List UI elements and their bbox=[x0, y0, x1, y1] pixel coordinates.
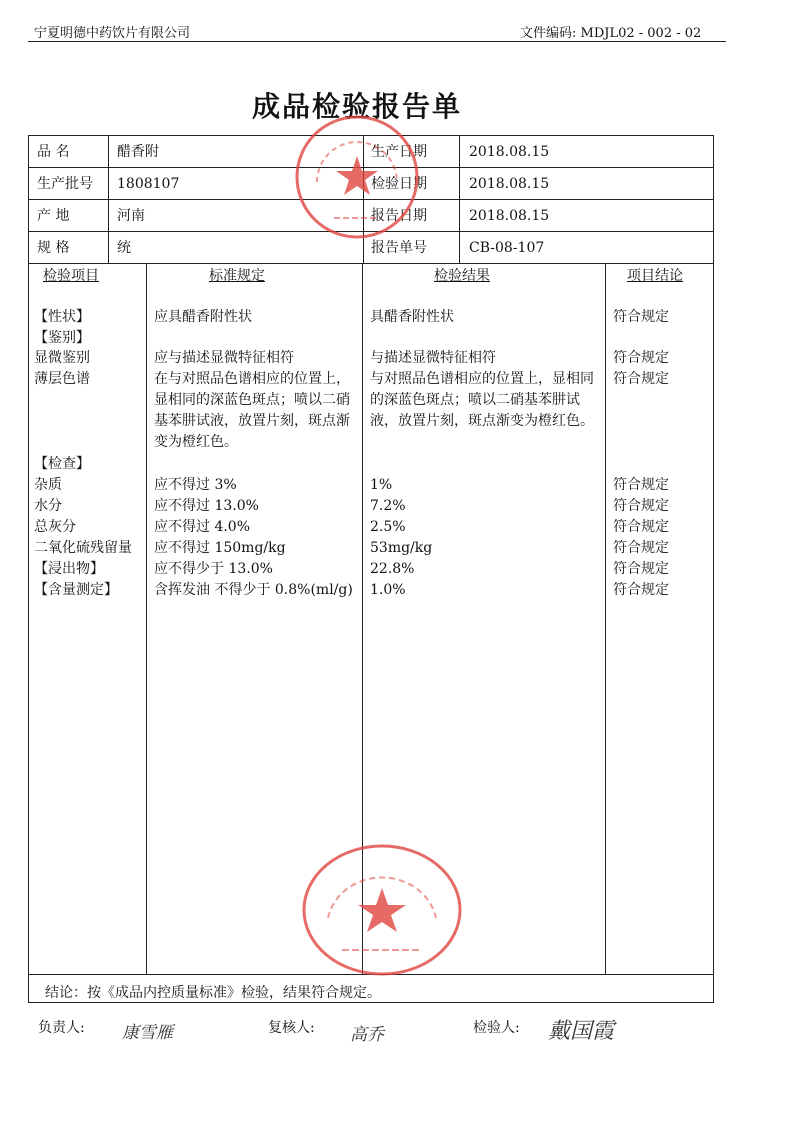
inspector-label: 检验人: bbox=[473, 1020, 520, 1036]
production-date-label: 生产日期 bbox=[371, 144, 427, 160]
row-result: 与描述显微特征相符 bbox=[370, 350, 496, 366]
origin-value: 河南 bbox=[117, 208, 145, 224]
row-item: 杂质 bbox=[34, 477, 62, 493]
row-conclusion: 符合规定 bbox=[613, 540, 669, 556]
name-label: 品 名 bbox=[37, 144, 70, 160]
row-item: 【鉴别】 bbox=[34, 330, 90, 346]
row-result: 与对照品色谱相应的位置上，显相同的深蓝色斑点；喷以二硝基苯肼试液，放置片刻，斑点渐变为橙红色。 bbox=[370, 371, 594, 429]
origin-label: 产 地 bbox=[37, 208, 70, 224]
row-item: 总灰分 bbox=[34, 519, 76, 535]
batch-value: 1808107 bbox=[117, 176, 180, 192]
row-item: 显微鉴别 bbox=[34, 350, 90, 366]
test-date-label: 检验日期 bbox=[371, 176, 427, 192]
row-item: 水分 bbox=[34, 498, 62, 514]
row-divider bbox=[29, 263, 713, 264]
report-number-label: 报告单号 bbox=[371, 240, 427, 256]
company-name: 宁夏明德中药饮片有限公司 bbox=[34, 26, 191, 41]
inspection-seal-stamp bbox=[300, 838, 465, 978]
row-item: 二氧化硫残留量 bbox=[34, 540, 132, 556]
spec-value: 统 bbox=[117, 240, 131, 256]
page-title: 成品检验报告单 bbox=[252, 90, 463, 123]
batch-label: 生产批号 bbox=[37, 176, 93, 192]
row-result: 1% bbox=[370, 477, 393, 493]
row-item: 【性状】 bbox=[34, 309, 90, 325]
report-number-value: CB-08-107 bbox=[469, 240, 545, 256]
row-conclusion: 符合规定 bbox=[613, 582, 669, 598]
row-conclusion: 符合规定 bbox=[613, 519, 669, 535]
row-result: 2.5% bbox=[370, 519, 406, 535]
row-standard: 含挥发油 不得少于 0.8%(ml/g) bbox=[154, 582, 353, 598]
col-divider bbox=[108, 136, 109, 263]
header-divider bbox=[28, 41, 726, 42]
responsible-label: 负责人: bbox=[38, 1020, 85, 1036]
row-conclusion: 符合规定 bbox=[613, 477, 669, 493]
row-result: 具醋香附性状 bbox=[370, 309, 454, 325]
column-header-item: 检验项目 bbox=[43, 268, 99, 284]
column-header-conclusion: 项目结论 bbox=[627, 268, 683, 284]
col-divider bbox=[459, 136, 460, 263]
inspector-signature: 戴国霞 bbox=[548, 1019, 615, 1044]
row-item: 【含量测定】 bbox=[34, 582, 118, 598]
row-result: 22.8% bbox=[370, 561, 415, 577]
column-header-result: 检验结果 bbox=[434, 268, 490, 284]
name-value: 醋香附 bbox=[117, 144, 159, 160]
row-conclusion: 符合规定 bbox=[613, 309, 669, 325]
quality-department-stamp bbox=[292, 112, 422, 242]
row-standard: 应不得过 4.0% bbox=[154, 519, 251, 535]
row-item: 【检查】 bbox=[34, 456, 90, 472]
row-standard: 应不得过 150mg/kg bbox=[154, 540, 286, 556]
reviewer-label: 复核人: bbox=[268, 1020, 315, 1036]
conclusion-text: 结论：按《成品内控质量标准》检验，结果符合规定。 bbox=[45, 985, 381, 1001]
row-item: 薄层色谱 bbox=[34, 371, 90, 387]
row-standard: 应不得少于 13.0% bbox=[154, 561, 273, 577]
row-conclusion: 符合规定 bbox=[613, 371, 669, 387]
spec-label: 规 格 bbox=[37, 240, 70, 256]
row-result: 1.0% bbox=[370, 582, 406, 598]
responsible-signature: 康雪雁 bbox=[122, 1023, 173, 1043]
row-conclusion: 符合规定 bbox=[613, 350, 669, 366]
row-conclusion: 符合规定 bbox=[613, 561, 669, 577]
row-standard: 在与对照品色谱相应的位置上，显相同的深蓝色斑点；喷以二硝基苯肼试液，放置片刻，斑点渐变为橙红色。 bbox=[154, 371, 350, 450]
test-date-value: 2018.08.15 bbox=[469, 176, 550, 192]
row-item: 【浸出物】 bbox=[34, 561, 104, 577]
row-standard: 应不得过 13.0% bbox=[154, 498, 259, 514]
document-code: 文件编码: MDJL02 - 002 - 02 bbox=[520, 26, 702, 41]
row-standard: 应不得过 3% bbox=[154, 477, 237, 493]
report-date-label: 报告日期 bbox=[371, 208, 427, 224]
col-divider bbox=[605, 263, 606, 974]
row-standard: 应与描述显微特征相符 bbox=[154, 350, 294, 366]
col-divider bbox=[146, 263, 147, 974]
production-date-value: 2018.08.15 bbox=[469, 144, 550, 160]
row-conclusion: 符合规定 bbox=[613, 498, 669, 514]
row-result: 53mg/kg bbox=[370, 540, 433, 556]
column-header-standard: 标准规定 bbox=[209, 268, 265, 284]
row-standard: 应具醋香附性状 bbox=[154, 309, 252, 325]
report-date-value: 2018.08.15 bbox=[469, 208, 550, 224]
reviewer-signature: 高乔 bbox=[350, 1025, 384, 1045]
row-result: 7.2% bbox=[370, 498, 406, 514]
